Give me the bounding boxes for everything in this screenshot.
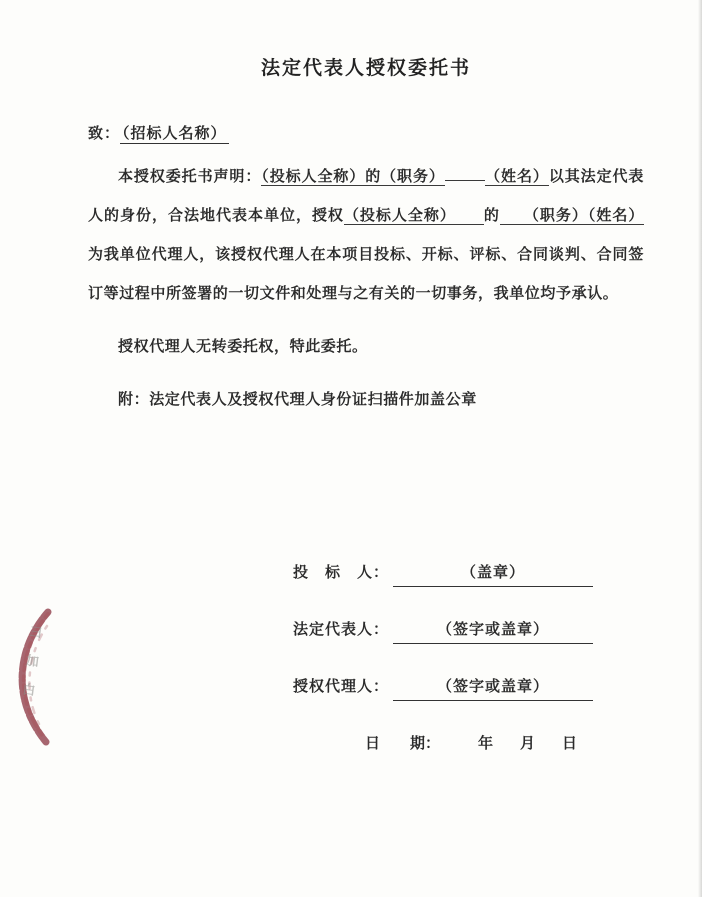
no-delegation-clause: 授权代理人无转委托权，特此委托。 (118, 339, 368, 355)
stamp-faint-glyph: 白 (21, 681, 37, 698)
legal-rep-sign-line: （签字或盖章） (393, 617, 593, 644)
declaration-paragraph (88, 158, 644, 314)
date-fields: 年 月 日 (478, 736, 584, 752)
document-body (88, 0, 644, 757)
agent-sign-line: （签字或盖章） (393, 674, 593, 701)
legal-rep-label: 法定代表人： (293, 622, 390, 638)
bidder-seal-line: （盖章） (393, 560, 593, 587)
blank-role-and-name: （职务）（姓名） (500, 208, 644, 225)
stamp-faint-glyph: 彐 (28, 623, 44, 641)
bidder-label: 投 标 人： (293, 565, 390, 581)
document-title: 法定代表人授权委托书 (260, 58, 471, 79)
scan-edge-shadow (698, 0, 702, 897)
blank-bidder-name-2: （投标人全称） (344, 208, 484, 225)
declaration-after-name: 以其法定代表人的身份，合法地代表本单位，授权 (88, 169, 645, 224)
salutation-line (88, 122, 644, 146)
blank-bidder-name-and-role: （投标人全称）的（职务） (261, 169, 445, 185)
signature-row-bidder (293, 560, 644, 587)
declaration-lead: 本授权委托书声明： (118, 169, 262, 185)
salutation-label: 致： (88, 126, 121, 142)
blank-underline-gap (445, 165, 485, 181)
stamp-faint-glyph: 加 (25, 652, 40, 670)
red-seal-arc (6, 606, 58, 750)
date-label: 日 期： (365, 736, 441, 752)
signature-row-legal-rep (293, 617, 644, 644)
attachment-note: 附：法定代表人及授权代理人身份证扫描件加盖公章 (118, 392, 477, 408)
salutation-blank-tenderer-name: （招标人名称） (122, 126, 227, 142)
agent-label: 授权代理人： (293, 679, 390, 695)
declaration-particle: 的 (483, 208, 500, 224)
blank-person-name: （姓名） (484, 169, 549, 185)
signature-row-agent (293, 674, 644, 701)
signature-block (293, 560, 644, 757)
date-line (365, 731, 644, 757)
stamp-faint-glyphs (21, 621, 52, 700)
declaration-tail: 为我单位代理人，该授权代理人在本项目投标、开标、评标、合同谈判、合同签订等过程中所签署的一切文件和处理与之有关的一切事务，我单位均予承认。 (88, 247, 644, 302)
